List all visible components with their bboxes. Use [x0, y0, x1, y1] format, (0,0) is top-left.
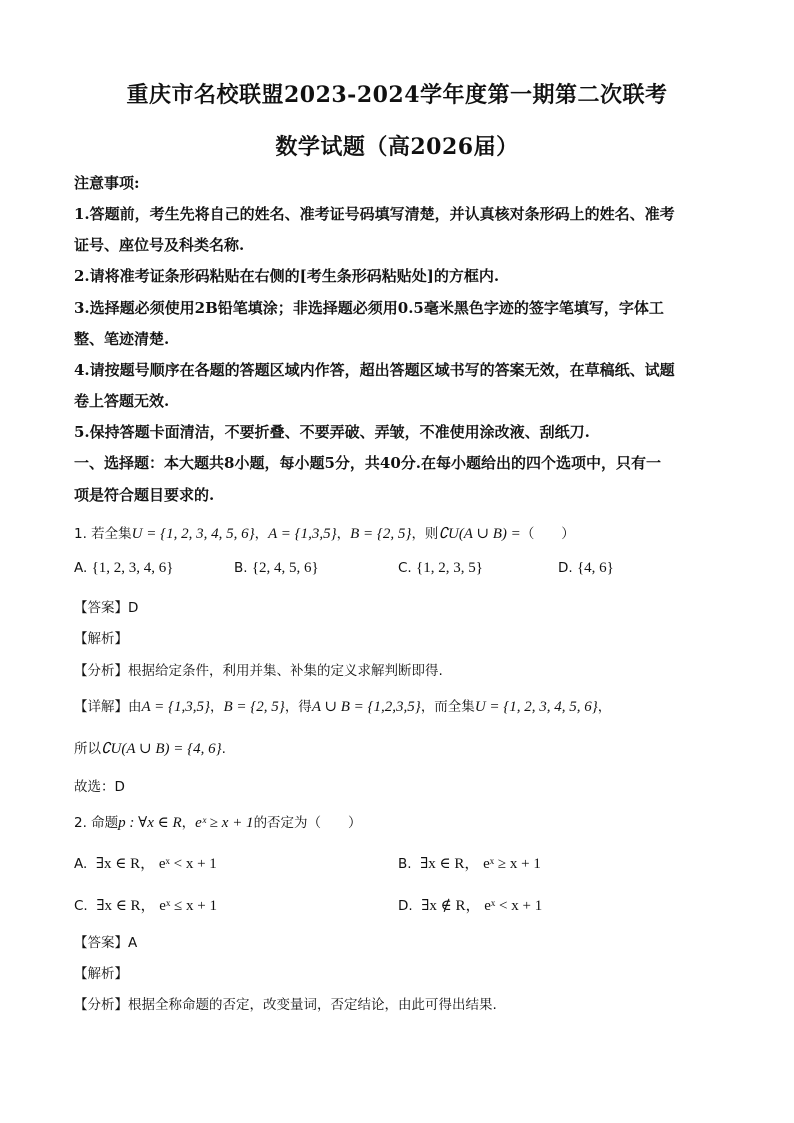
q2-answer: 【答案】A — [74, 935, 138, 951]
q1-option-d: D. {4, 6} — [558, 560, 614, 576]
q1-choice: 故选：D — [74, 779, 125, 795]
notice-item-4b: 卷上答题无效. — [74, 392, 170, 410]
q1-sep2: ， — [336, 526, 351, 542]
exam-subtitle: 数学试题（高2026届） — [275, 134, 519, 160]
q1-expression: ∁U(A ∪ B) = — [438, 526, 521, 542]
q1-prefix: 1. 若全集 — [74, 526, 132, 542]
q2-option-d: D. ∃x ∉ R， eˣ < x + 1 — [398, 898, 543, 914]
section-heading-a: 一、选择题：本大题共8小题，每小题5分，共40分.在每小题给出的四个选项中，只有一 — [74, 454, 661, 472]
section-heading-b: 项是符合题目要求的. — [74, 486, 215, 504]
q1-conclusion: 所以∁U(A ∪ B) = {4, 6}. — [74, 741, 226, 757]
notice-item-1a: 1.答题前，考生先将自己的姓名、准考证号码填写清楚，并认真核对条形码上的姓名、准考 — [74, 205, 675, 223]
notice-item-3b: 整、笔迹清楚. — [74, 330, 170, 348]
notice-item-2: 2.请将准考证条形码粘贴在右侧的[考生条形码粘贴处]的方框内. — [74, 267, 500, 285]
q2-fenxi: 【分析】根据全称命题的否定，改变量词，否定结论，由此可得出结果. — [74, 997, 497, 1013]
q2-stem: 2. 命题p : ∀x ∈ R，eˣ ≥ x + 1的否定为（ ） — [74, 815, 362, 831]
q1-fenxi: 【分析】根据给定条件，利用并集、补集的定义求解判断即得. — [74, 663, 443, 679]
q1-stem — [74, 522, 724, 543]
q2-option-c: C. ∃x ∈ R， eˣ ≤ x + 1 — [74, 898, 217, 914]
q2-option-a: A. ∃x ∈ R， eˣ < x + 1 — [74, 856, 217, 872]
q1-option-c: C. {1, 2, 3, 5} — [398, 560, 483, 576]
notice-heading: 注意事项: — [74, 174, 140, 192]
q1-analysis-tag: 【解析】 — [74, 631, 128, 647]
q2-analysis-tag: 【解析】 — [74, 966, 128, 982]
q1-option-b: B. {2, 4, 5, 6} — [234, 560, 319, 576]
q1-detail: 【详解】由A = {1,3,5}，B = {2, 5}，得A ∪ B = {1,2,3,5}，而全集U = {1, 2, 3, 4, 5, 6}， — [74, 699, 612, 715]
q1-sep1: ， — [254, 526, 269, 542]
q1-set-u: U = {1, 2, 3, 4, 5, 6} — [131, 526, 255, 542]
notice-item-5: 5.保持答题卡面清洁，不要折叠、不要弄破、弄皱，不准使用涂改液、刮纸刀. — [74, 423, 590, 441]
q1-then: ，则 — [411, 526, 439, 542]
q2-option-b: B. ∃x ∈ R， eˣ ≥ x + 1 — [398, 856, 541, 872]
notice-item-3a: 3.选择题必须使用2B铅笔填涂；非选择题必须用0.5毫米黑色字迹的签字笔填写，字体工 — [74, 299, 664, 317]
q1-paren: （ ） — [520, 526, 575, 542]
q1-answer: 【答案】D — [74, 600, 139, 616]
q1-set-a: A = {1,3,5} — [268, 526, 337, 542]
q1-option-a: A. {1, 2, 3, 4, 6} — [74, 560, 174, 576]
exam-title: 重庆市名校联盟2023-2024学年度第一期第二次联考 — [126, 82, 668, 108]
notice-item-1b: 证号、座位号及科类名称. — [74, 236, 245, 254]
q1-set-b: B = {2, 5} — [350, 526, 412, 542]
notice-item-4a: 4.请按题号顺序在各题的答题区域内作答，超出答题区域书写的答案无效，在草稿纸、试题 — [74, 361, 675, 379]
